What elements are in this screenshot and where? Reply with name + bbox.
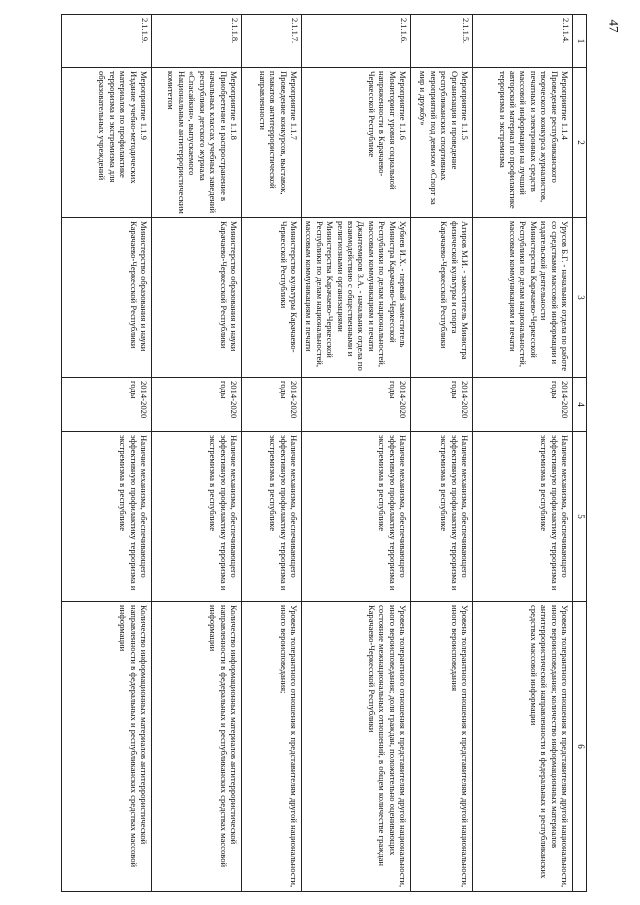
event-title: Мероприятие 1.1.5 <box>460 71 470 140</box>
event-text: Проведение конкурсов, выставок, плакатов антитеррористической направленности <box>257 71 289 195</box>
years-cell: 2014-2020 годы <box>411 378 473 432</box>
event-title: Мероприятие 1.1.7 <box>288 71 299 140</box>
event-cell <box>241 68 301 218</box>
years-cell: 2014-2020 годы <box>151 378 241 432</box>
event-text: Издание учебно-методических материалов по профилактике терроризма и экстремизма для образовательных учреждений <box>97 71 139 184</box>
row-number: 2.1.1.8. <box>151 15 241 68</box>
executor-cell: Министерство культуры Карачаево-Черкесской Республики <box>241 218 301 378</box>
row-number: 2.1.1.5. <box>411 15 473 68</box>
table-row <box>61 15 151 892</box>
result-cell: Наличие механизма, обеспечивающего эффективную профилактику терроризма и экстремизма в республике <box>241 432 301 602</box>
measures-table <box>61 14 587 892</box>
result-cell: Наличие механизма, обеспечивающего эффективную профилактику терроризма и экстремизма в республике <box>61 432 151 602</box>
table-row <box>241 15 301 892</box>
event-title: Мероприятие 1.1.9 <box>138 71 149 140</box>
executor-cell: Урусов Б.Г. - начальник отдела по работе со средствами массовой информации и издательской деятельности Министерства Карачаево-Черкесской Республики по делам национальностей, массовым коммуникациям и печати <box>473 218 573 378</box>
indicator-cell: Количество информационных материалов антитеррористической направленности в федеральных и республиканских средствах массовой информации <box>151 602 241 892</box>
table-row <box>151 15 241 892</box>
row-number: 2.1.1.4. <box>473 15 573 68</box>
event-title: Мероприятие 1.1.8 <box>228 71 239 140</box>
event-cell <box>151 68 241 218</box>
header-col-6: 6 <box>573 602 587 892</box>
years-cell: 2014-2020 годы <box>61 378 151 432</box>
result-cell: Наличие механизма, обеспечивающего эффективную профилактику терроризма и экстремизма в республике <box>151 432 241 602</box>
event-text: Мониторинг уровня социальной напряженности в Карачаево-Черкесской Республике <box>366 71 398 190</box>
event-text: Проведение республиканского творческого конкурса журналистов, печатных и электронных средств массовой информации на лучший авторский материал по профилактике терроризма и экстремизма <box>497 71 560 209</box>
indicator-cell: Уровень толерантного отношения к представителям другой национальности, иного вероисповедания <box>411 602 473 892</box>
header-col-5: 5 <box>573 432 587 602</box>
result-cell: Наличие механизма, обеспечивающего эффективную профилактику терроризма и экстремизма в республике <box>411 432 473 602</box>
event-title: Мероприятие 1.1.6 <box>398 71 408 140</box>
event-cell <box>301 68 410 218</box>
event-cell <box>61 68 151 218</box>
rotated-table-container <box>61 14 587 891</box>
executor-cell: Агиров М.И. - заместитель Министра физической культуры и спорта Карачаево-Черкесской Республики <box>411 218 473 378</box>
table-row <box>473 15 573 892</box>
page-number: 47 <box>606 19 622 33</box>
header-col-2: 2 <box>573 68 587 218</box>
years-cell: 2014-2020 годы <box>473 378 573 432</box>
row-number: 2.1.1.6. <box>301 15 410 68</box>
indicator-cell: Количество информационных материалов антитеррористической направленности в федеральных и республиканских средствах массовой информации <box>61 602 151 892</box>
executor-cell: Хубиев И.Х. - первый заместитель Министра Карачаево-Черкесской Республики по делам национальностей, массовым коммуникациям и печати Джантемиров З.А. - начальник отдела по взаимодействию с общественными и религиозными организациями Министерства Карачаево-Черкесской Республики по делам национальностей, массовым коммуникациям и печати <box>301 218 410 378</box>
row-number: 2.1.1.9. <box>61 15 151 68</box>
indicator-cell: Уровень толерантного отношения к представителям другой национальности, иного вероисповедания; количество информационных материалов антитеррористической направленности в федеральных и республиканских средствах массовой информации <box>473 602 573 892</box>
row-number: 2.1.1.7. <box>241 15 301 68</box>
executor-cell: Министерство образования и науки Карачаево-Черкесской Республики <box>61 218 151 378</box>
table-row <box>411 15 473 892</box>
indicator-cell: Уровень толерантного отношения к представителям другой национальности, иного вероисповедания; <box>241 602 301 892</box>
indicator-cell: Уровень толерантного отношения к представителям другой национальности, иного вероисповедания; доля граждан, положительно оценивающих состояние межнациональных отношений, в общем количестве граждан Карачаево-Черкесской Республики <box>301 602 410 892</box>
header-col-4: 4 <box>573 378 587 432</box>
event-text: Организация и проведение республиканских спортивных мероприятий под девизом «Спорт за мир и дружбу» <box>418 71 460 205</box>
header-col-1: 1 <box>573 15 587 68</box>
header-col-3: 3 <box>573 218 587 378</box>
event-cell <box>473 68 573 218</box>
executor-cell: Министерство образования и науки Карачаево-Черкесской Республики <box>151 218 241 378</box>
event-text: Приобретение и распространение в начальных классах учебных заведений республики детского журнала «Спасайкин», выпускаемого Национальным антитеррористическим комитетом <box>166 71 229 214</box>
table-row <box>301 15 410 892</box>
result-cell: Наличие механизма, обеспечивающего эффективную профилактику терроризма и экстремизма в республике <box>473 432 573 602</box>
event-cell <box>411 68 473 218</box>
event-title: Мероприятие 1.1.4 <box>560 71 570 140</box>
table-header-row <box>573 15 587 892</box>
years-cell: 2014-2020 годы <box>241 378 301 432</box>
result-cell: Наличие механизма, обеспечивающего эффективную профилактику терроризма и экстремизма в республике <box>301 432 410 602</box>
years-cell: 2014-2020 годы <box>301 378 410 432</box>
